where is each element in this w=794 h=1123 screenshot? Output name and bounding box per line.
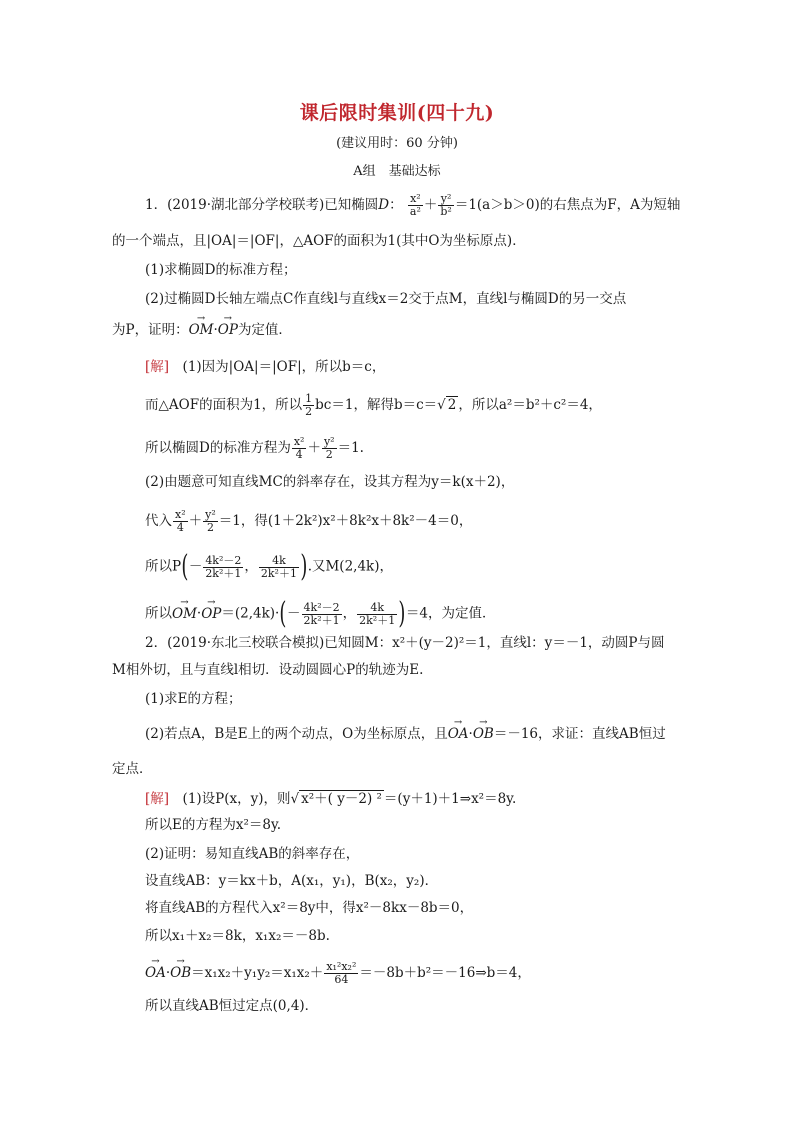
solution-tag: [解] — [145, 791, 170, 807]
solution-2-line-4: 设直线AB：y＝kx＋b，A(x₁，y₁)，B(x₂，y₂)． — [145, 873, 439, 889]
solution-1-line-1: [解] (1)因为|OA|＝|OF|，所以b＝c， — [145, 359, 386, 375]
solution-1-line-3: 所以椭圆D的标准方程为 $\frac{\text{x²}}{4}$ ＋ $\frac{\text{y²}}{2}$ ＝1. — [145, 435, 364, 461]
problem-1-line-1: 1．(2019·湖北部分学校联考)已知椭圆D： $\frac{\text{x²}}{\text{a²}}$ ＋ $\frac{\text{y²}}{\text{b²}}$ ＝1(a＞b＞0)的右焦点为F，A为短轴 — [145, 192, 681, 218]
fraction-y2-2: $\frac{\text{y²}}{2}$ — [205, 508, 216, 534]
solution-tag: [解] — [145, 359, 170, 375]
vector-op: → OP — [218, 321, 238, 339]
solution-2-line-8: 所以直线AB恒过定点(0,4)． — [145, 998, 319, 1014]
solution-1-line-4: (2)由题意可知直线MC的斜率存在，设其方程为y＝k(x＋2)， — [145, 474, 515, 490]
solution-1-line-5: 代入 $\frac{\text{x²}}{4}$ ＋ $\frac{\text{y²}}{2}$ ＝1，得(1＋2k²)x²＋8k²x＋8k²－4＝0， — [145, 508, 473, 534]
page-title: 课后限时集训(四十九) — [299, 102, 495, 124]
sqrt-expression: x²＋( y－2) ² — [301, 791, 382, 807]
vector-op: → OP — [201, 605, 221, 623]
problem-1-question-2-cont: 为P，证明：→ OM·→ OP为定值． — [112, 321, 292, 339]
vector-om: → OM — [172, 605, 197, 623]
problem-1-lead: 1．(2019·湖北部分学校联考)已知椭圆 — [145, 197, 379, 213]
fraction-x2-4: $\frac{\text{x²}}{4}$ — [293, 435, 305, 461]
problem-2-question-1: (1)求E的方程； — [145, 691, 242, 707]
fraction-y2-2: $\frac{\text{y²}}{2}$ — [323, 435, 335, 461]
problem-2-question-2-cont: 定点． — [112, 761, 153, 777]
problem-2-line-1: 2．(2019·东北三校联合模拟)已知圆M：x²＋(y－2)²＝1，直线l：y＝－1，动圆P与圆 — [145, 635, 665, 651]
problem-1-line-2: 的一个端点，且|OA|＝|OF|，△AOF的面积为1(其中O为坐标原点)． — [112, 233, 526, 249]
vector-ob: → OB — [473, 725, 494, 743]
solution-2-line-3: (2)证明：易知直线AB的斜率存在， — [145, 846, 360, 862]
solution-2-line-5: 将直线AB的方程代入x²＝8y中，得x²－8kx－8b＝0， — [145, 900, 474, 916]
vector-oa: → OA — [145, 964, 166, 982]
problem-2-question-2: (2)若点A，B是E上的两个动点，O为坐标原点，且→ OA·→ OB＝－16，求证：直线AB恒过 — [145, 725, 666, 743]
group-heading: A组 基础达标 — [353, 164, 441, 179]
solution-1-line-2: 而△AOF的面积为1，所以 $\frac{1}{2}$ bc＝1，解得b＝c＝√ 2 ，所以a²＝b²＋c²＝4， — [145, 392, 602, 418]
problem-1-condition: ＝1(a＞b＞0)的右焦点为F，A为短轴 — [454, 197, 681, 213]
vector-ob: → OB — [170, 964, 191, 982]
fraction-py: $\frac{4k}{\text{2k²＋1}}$ — [359, 600, 396, 627]
vector-oa: → OA — [448, 725, 469, 743]
solution-2-line-7: → OA·→ OB＝x₁x₂＋y₁y₂＝x₁x₂＋ $\frac{\text{x₁²x₂²}}{64}$ ＝－8b＋b²＝－16⇒b＝4， — [145, 961, 531, 986]
problem-2-line-2: M相外切，且与直线l相切．设动圆圆心P的轨迹为E. — [112, 662, 424, 678]
solution-2-line-6: 所以x₁＋x₂＝8k，x₁x₂＝－8b. — [145, 928, 330, 944]
solution-2-line-1: [解] (1)设P(x，y)，则√ x²＋( y－2) ² ＝(y＋1)＋1⇒x²＝8y. — [145, 791, 517, 807]
solution-1-line-7: 所以→ OM·→ OP＝(2,4k)·(－ $\frac{\text{4k²－2}}{\text{2k²＋1}}$ ， $\frac{4k}{\text{2k²＋1}}$ )＝4，为定值． — [145, 599, 496, 629]
solution-2-line-2: 所以E的方程为x²＝8y. — [145, 817, 282, 833]
problem-1-question-1: (1)求椭圆D的标准方程； — [145, 262, 297, 278]
vector-om: → OM — [189, 321, 214, 339]
fraction-one-half: $\frac{1}{2}$ — [305, 392, 313, 418]
fraction-x1x2sq-64: $\frac{\text{x₁²x₂²}}{64}$ — [326, 960, 357, 986]
problem-1-question-2: (2)过椭圆D长轴左端点C作直线l与直线x＝2交于点M，直线l与椭圆D的另一交点 — [145, 291, 627, 307]
solution-1-line-6: 所以P(－ $\frac{\text{4k²－2}}{\text{2k²＋1}}$ ， $\frac{4k}{\text{2k²＋1}}$ ).又M(2,4k)， — [145, 549, 393, 584]
fraction-x2-a2: $\frac{\text{x²}}{\text{a²}}$ — [409, 192, 421, 218]
fraction-px: $\frac{\text{4k²－2}}{\text{2k²＋1}}$ — [205, 553, 242, 580]
ellipse-name: D — [378, 197, 390, 213]
fraction-x2-4: $\frac{\text{x²}}{4}$ — [175, 508, 186, 534]
fraction-py: $\frac{4k}{\text{2k²＋1}}$ — [260, 553, 297, 580]
sqrt-2: 2 — [447, 397, 457, 413]
fraction-px: $\frac{\text{4k²－2}}{\text{2k²＋1}}$ — [303, 600, 340, 627]
fraction-y2-b2: $\frac{\text{y²}}{\text{b²}}$ — [440, 192, 452, 218]
suggested-time: (建议用时：60 分钟) — [336, 136, 458, 151]
